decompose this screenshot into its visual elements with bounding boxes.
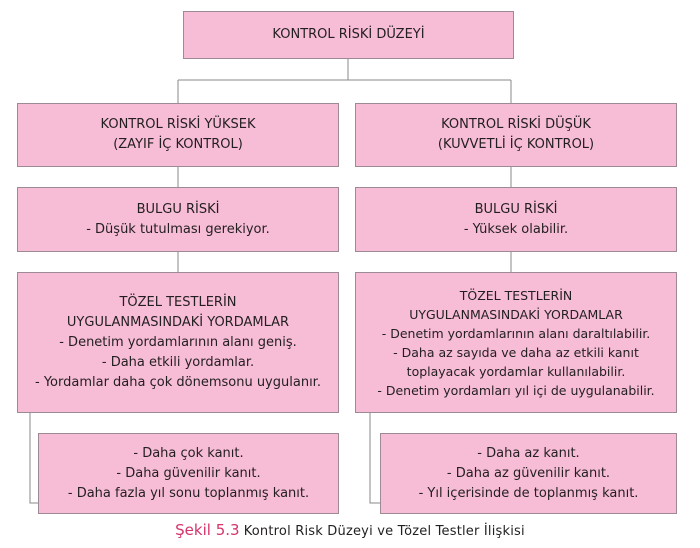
left-tests-line-2: UYGULANMASINDAKİ YORDAMLAR [66,314,290,330]
right-control-risk-box [355,103,677,167]
left-control-risk-line-2: (ZAYIF İÇ KONTROL) [113,137,243,152]
right-substantive-tests-box [355,272,677,413]
left-substantive-tests-box [17,272,339,413]
left-evidence-line-2: - Daha güvenilir kanıt. [116,465,261,481]
figure-caption [0,520,700,542]
left-control-risk-box [17,103,339,167]
right-detection-risk-line-1: BULGU RİSKİ [474,201,558,217]
right-detection-risk-line-2: - Yüksek olabilir. [463,221,569,237]
right-evidence-line-3: - Yıl içerisinde de toplanmış kanıt. [418,485,639,501]
right-evidence-line-1: - Daha az kanıt. [477,445,580,461]
right-tests-line-3: - Denetim yordamlarının alanı daraltılabilir. [381,325,651,341]
connector-right-bracket [370,413,380,503]
left-evidence-line-3: - Daha fazla yıl sonu toplanmış kanıt. [67,485,310,501]
right-tests-line-1: TÖZEL TESTLERİN [459,287,573,303]
left-evidence-box [38,433,339,514]
right-control-risk-line-2: (KUVVETLİ İÇ KONTROL) [437,137,595,152]
top-box-control-risk-level [183,11,514,59]
top-box-title: KONTROL RİSKİ DÜZEYİ [272,27,425,42]
right-detection-risk-box [355,187,677,252]
left-detection-risk-box [17,187,339,252]
left-detection-risk-line-2: - Düşük tutulması gerekiyor. [86,221,270,237]
left-control-risk-line-1: KONTROL RİSKİ YÜKSEK [100,117,256,132]
right-tests-line-6: - Denetim yordamları yıl içi de uygulanabilir. [377,382,655,398]
right-tests-line-4: - Daha az sayıda ve daha az etkili kanıt [393,344,639,360]
right-control-risk-line-1: KONTROL RİSKİ DÜŞÜK [441,117,591,132]
left-detection-risk-line-1: BULGU RİSKİ [136,201,220,217]
right-tests-line-2: UYGULANMASINDAKİ YORDAMLAR [409,306,623,322]
left-tests-line-4: - Daha etkili yordamlar. [101,354,255,370]
left-tests-line-3: - Denetim yordamlarının alanı geniş. [59,334,297,350]
right-evidence-box [380,433,677,514]
figure-number: Şekil 5.3 [175,521,240,539]
connector-left-bracket [30,413,38,503]
figure-title: Kontrol Risk Düzeyi ve Tözel Testler İlişkisi [243,524,525,539]
left-tests-line-5: - Yordamlar daha çok dönemsonu uygulanır. [35,374,321,390]
right-tests-line-5: toplayacak yordamlar kullanılabilir. [406,363,626,379]
left-tests-line-1: TÖZEL TESTLERİN [119,294,237,310]
left-evidence-line-1: - Daha çok kanıt. [133,445,244,461]
right-evidence-line-2: - Daha az güvenilir kanıt. [446,465,611,481]
